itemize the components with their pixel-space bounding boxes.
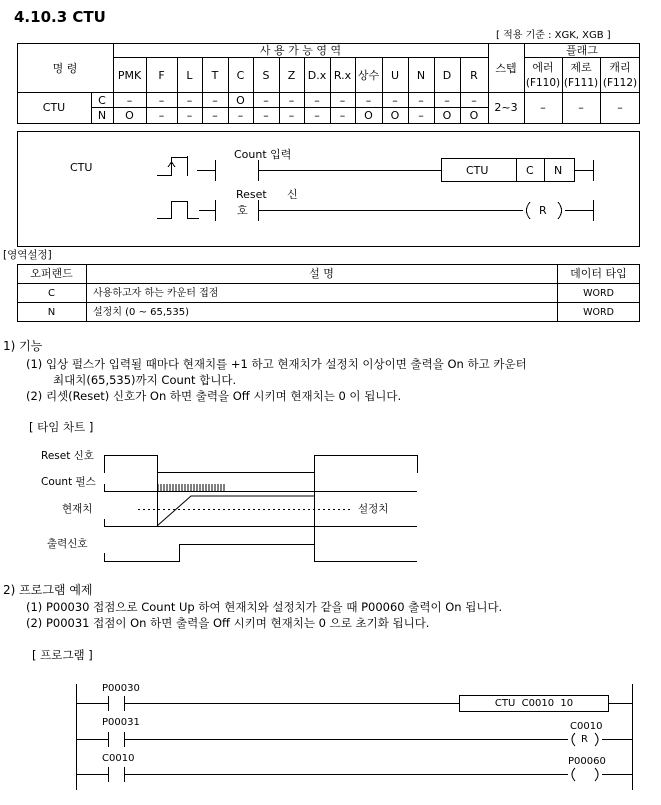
cell-n-u: O xyxy=(390,109,400,122)
area-setting-header-type: 데이터 타입 xyxy=(570,267,627,280)
timing-count-label: Count 펄스 xyxy=(41,476,96,488)
timing-reset-label: Reset 신호 xyxy=(41,450,94,462)
cell-n-n: – xyxy=(418,109,424,122)
cell-c-dx: – xyxy=(314,94,320,107)
cell-n-rx: – xyxy=(339,109,346,122)
program-title: [ 프로그램 ] xyxy=(32,648,93,662)
cell-c-d: – xyxy=(444,94,450,107)
area-col: D xyxy=(442,69,452,82)
cell-c-z: – xyxy=(288,94,295,107)
cell-c-s: – xyxy=(263,94,269,107)
area-setting-header-operand: 오퍼랜드 xyxy=(30,267,73,280)
contact-p00031: P00031 xyxy=(102,717,140,728)
area-setting-desc: 설정치 (0 ~ 65,535) xyxy=(93,307,190,318)
cell-c-u: – xyxy=(392,94,398,107)
cell-c-r: – xyxy=(471,94,477,107)
cell-n-c: – xyxy=(237,109,244,122)
area-setting-type: WORD xyxy=(583,307,614,318)
cell-c-t: – xyxy=(212,94,218,107)
area-col: R xyxy=(470,69,478,82)
cell-n-const: O xyxy=(364,109,373,122)
contact-p00030: P00030 xyxy=(102,683,140,694)
cell-c-const: – xyxy=(365,94,372,107)
reset-coil-text: R xyxy=(539,204,547,217)
step-header: 스텝 xyxy=(495,62,517,75)
flag-carry-value: – xyxy=(617,101,623,114)
operand-c: C xyxy=(98,94,106,107)
output-coil-label: P00060 xyxy=(568,756,606,767)
timing-setpoint-label: 설정치 xyxy=(358,503,389,515)
reset-coil-letter: R xyxy=(581,734,588,745)
area-col: R.x xyxy=(333,69,352,82)
box-c: C xyxy=(526,164,534,177)
reset-label-2: 신 xyxy=(287,188,298,201)
area-col: Z xyxy=(287,69,296,82)
reset-coil-label: C0010 xyxy=(570,721,603,732)
operand-n: N xyxy=(97,109,107,122)
area-col: U xyxy=(390,69,400,82)
area-setting-type: WORD xyxy=(583,288,614,299)
cell-c-l: – xyxy=(186,94,193,107)
area-col: PMK xyxy=(117,69,142,82)
command-header: 명 령 xyxy=(52,62,78,75)
flag-error-value: – xyxy=(540,101,546,114)
cell-n-s: – xyxy=(263,109,269,122)
cell-c-c: O xyxy=(236,94,245,107)
function-heading: 1) 기능 xyxy=(3,339,43,353)
area-header: 사 용 가 능 영 역 xyxy=(259,44,342,57)
flag-zero-value: – xyxy=(578,101,584,114)
cell-n-t: – xyxy=(212,109,218,122)
cell-n-z: – xyxy=(288,109,295,122)
area-col: N xyxy=(416,69,426,82)
cell-n-pmk: O xyxy=(125,109,134,122)
program-example-item2: (2) P00031 접점이 On 하면 출력을 Off 시키며 현재치는 0 으로 초기화 됩니다. xyxy=(26,616,430,630)
cell-n-l: – xyxy=(186,109,193,122)
ladder-label: CTU xyxy=(70,161,93,174)
cell-n-f: – xyxy=(158,109,165,122)
function-item1-line2: 최대치(65,535)까지 Count 합니다. xyxy=(53,373,237,387)
timing-output-label: 출력신호 xyxy=(47,538,88,550)
section-title: 4.10.3 CTU xyxy=(14,8,106,26)
flag-col-name: 에러 xyxy=(532,61,554,74)
area-col: C xyxy=(236,69,245,82)
cell-n-d: O xyxy=(442,109,452,122)
cell-c-pmk: – xyxy=(126,94,133,107)
program-example-heading: 2) 프로그램 예제 xyxy=(3,583,93,597)
area-col: S xyxy=(262,69,270,82)
program-ctu-box: CTU C0010 10 xyxy=(494,698,574,709)
applies-to: [ 적용 기준 : XGK, XGB ] xyxy=(496,30,611,41)
area-col: D.x xyxy=(307,69,327,82)
flag-col-name: 캐리 xyxy=(609,61,631,74)
reset-label-3: 호 xyxy=(237,204,248,217)
count-input-label: Count 입력 xyxy=(234,148,292,161)
area-col: 상수 xyxy=(357,69,380,82)
cell-n-r: O xyxy=(469,109,479,122)
reset-label-1: Reset xyxy=(236,188,267,201)
area-setting-header-desc: 설 명 xyxy=(309,267,334,280)
box-ctu: CTU xyxy=(466,164,489,177)
area-setting-title: [영역설정] xyxy=(3,249,52,261)
area-col: F xyxy=(158,69,165,82)
instruction-name: CTU xyxy=(42,101,66,114)
box-n: N xyxy=(554,164,563,177)
steps-value: 2~3 xyxy=(494,101,518,114)
flag-col-name: 제로 xyxy=(570,61,592,74)
area-setting-operand: N xyxy=(47,307,56,318)
cell-c-rx: – xyxy=(339,94,346,107)
program-example-item1: (1) P00030 접점으로 Count Up 하여 현재치와 설정치가 같을 때 P00060 출력이 On 됩니다. xyxy=(26,600,503,614)
function-item2: (2) 리셋(Reset) 신호가 On 하면 출력을 Off 시키며 현재치는 0 이 됩니다. xyxy=(26,389,402,403)
cell-c-f: – xyxy=(158,94,165,107)
flag-col-code: (F112) xyxy=(602,77,638,89)
contact-c0010: C0010 xyxy=(102,753,135,764)
cell-c-n: – xyxy=(418,94,424,107)
area-setting-desc: 사용하고자 하는 카운터 접점 xyxy=(93,288,219,299)
area-col: L xyxy=(186,69,193,82)
cell-n-dx: – xyxy=(314,109,320,122)
timing-chart-title: [ 타임 차트 ] xyxy=(29,420,94,434)
flag-header: 플래그 xyxy=(566,44,598,57)
timing-current-label: 현재치 xyxy=(62,503,93,515)
flag-col-code: (F111) xyxy=(563,77,599,89)
function-item1-line1: (1) 입상 펄스가 입력될 때마다 현재치를 +1 하고 현재치가 설정치 이상이면 출력을 On 하고 카운터 xyxy=(26,357,527,371)
area-col: T xyxy=(211,69,219,82)
flag-col-code: (F110) xyxy=(525,77,561,89)
area-setting-operand: C xyxy=(48,288,55,299)
